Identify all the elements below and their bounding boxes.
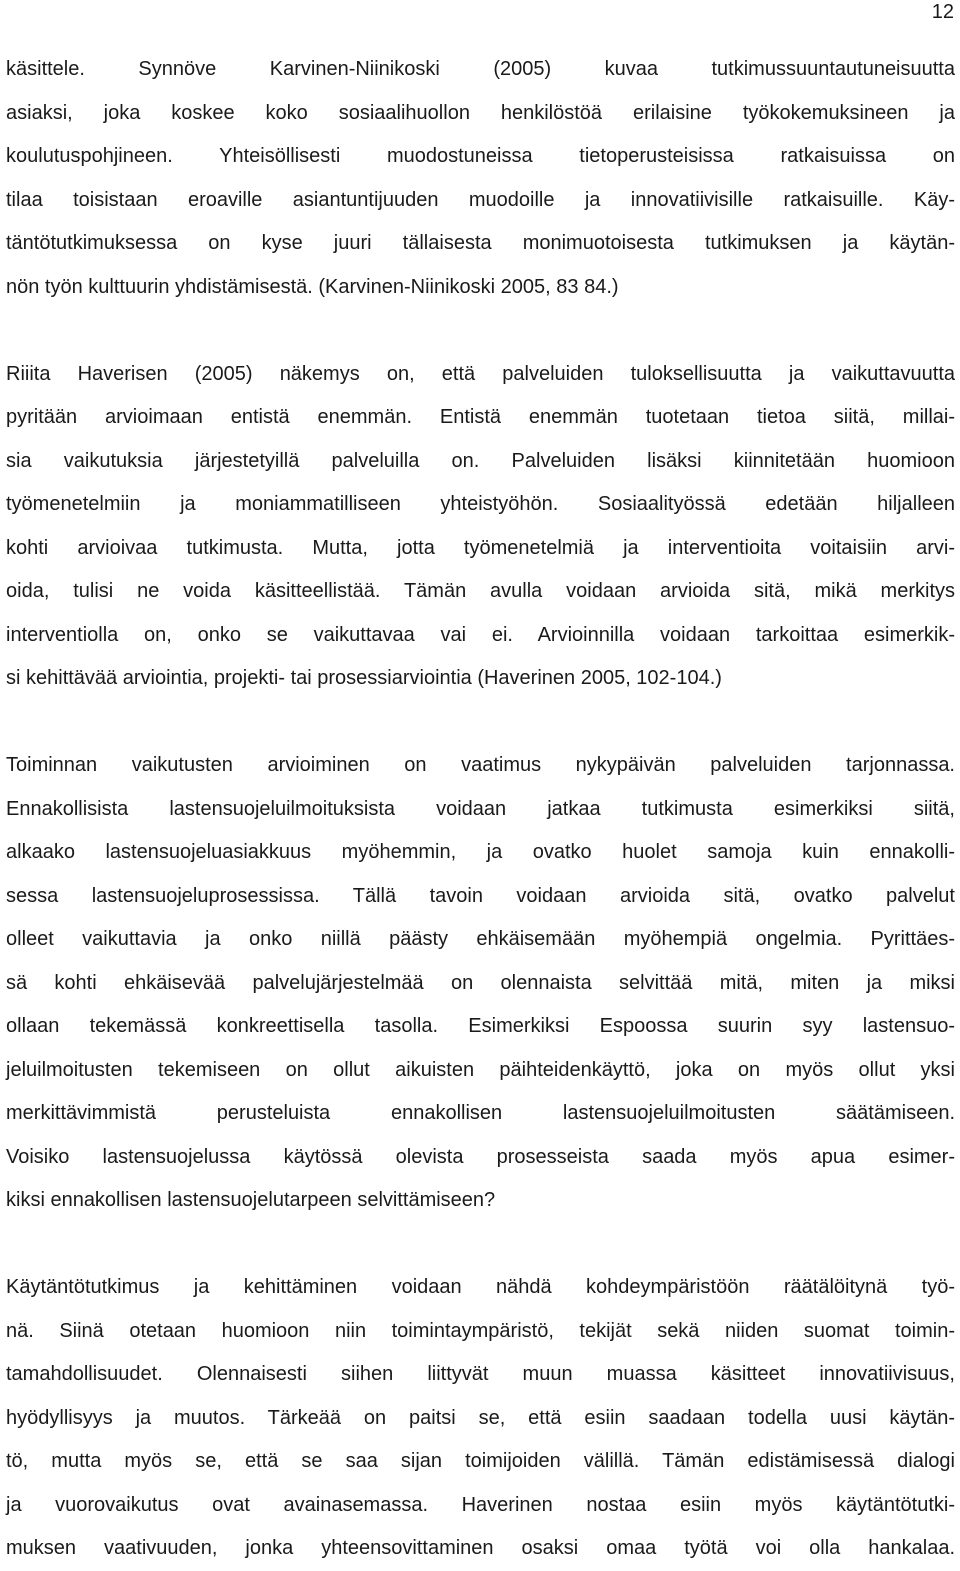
page-number: 12 xyxy=(931,1,954,23)
text-line: sia vaikutuksia järjestetyillä palveluilla on. Palveluiden lisäksi kiinnitetään huomioon xyxy=(6,449,955,472)
text-line: ollaan tekemässä konkreettisella tasolla. Esimerkiksi Espoossa suurin syy lastensuo- xyxy=(6,1015,955,1037)
text-line: merkittävimmistä perusteluista ennakollisen lastensuojeluilmoitusten säätämiseen. xyxy=(6,1102,955,1124)
text-line: kohti arvioivaa tutkimusta. Mutta, jotta työmenetelmiä ja interventioita voitaisiin arvi- xyxy=(6,536,955,559)
text-line: käsittele. Synnöve Karvinen-Niinikoski (2005) kuvaa tutkimussuuntautuneisuutta xyxy=(6,58,955,80)
text-line: jeluilmoitusten tekemiseen on ollut aikuisten päihteidenkäyttö, joka on myös ollut yksi xyxy=(6,1058,955,1081)
paragraph-gap xyxy=(6,1223,955,1267)
text-line: si kehittävää arviointia, projekti- tai prosessiarviointia (Haverinen 2005, 102-104.) xyxy=(6,667,722,689)
text-line: interventiolla on, onko se vaikuttavaa vai ei. Arvioinnilla voidaan tarkoittaa esimerkik- xyxy=(6,623,955,646)
text-line: koulutuspohjineen. Yhteisöllisesti muodostuneissa tietoperusteisissa ratkaisuissa on xyxy=(6,145,955,167)
paragraph-gap xyxy=(6,701,955,745)
text-line: Ennakollisista lastensuojeluilmoituksista voidaan jatkaa tutkimusta esimerkiksi siitä, xyxy=(6,797,955,820)
text-line: sä kohti ehkäisevää palvelujärjestelmää on olennaista selvittää mitä, miten ja miksi xyxy=(6,971,955,994)
paragraph-4 xyxy=(6,1266,955,1571)
paragraph-3 xyxy=(6,744,955,1223)
text-line: Toiminnan vaikutusten arvioiminen on vaatimus nykypäivän palveluiden tarjonnassa. xyxy=(6,754,955,776)
text-line: olleet vaikuttavia ja onko niillä päästy ehkäisemään myöhempiä ongelmia. Pyrittäes- xyxy=(6,928,955,950)
text-line: nön työn kulttuurin yhdistämisestä. (Karvinen-Niinikoski 2005, 83 84.) xyxy=(6,275,619,298)
text-line: Voisiko lastensuojelussa käytössä olevista prosesseista saada myös apua esimer- xyxy=(6,1145,955,1168)
text-line: Riiita Haverisen (2005) näkemys on, että palveluiden tuloksellisuutta ja vaikuttavuutta xyxy=(6,362,955,385)
text-line: asiaksi, joka koskee koko sosiaalihuollon henkilöstöä erilaisine työkokemuksineen ja xyxy=(6,101,955,124)
text-line: työmenetelmiin ja moniammatilliseen yhteistyöhön. Sosiaalityössä edetään hiljalleen xyxy=(6,493,955,515)
text-line: pyritään arvioimaan entistä enemmän. Entistä enemmän tuotetaan tietoa siitä, millai- xyxy=(6,406,955,428)
text-line: Käytäntötutkimus ja kehittäminen voidaan nähdä kohdeympäristöön räätälöitynä työ- xyxy=(6,1276,955,1298)
text-line: ja vuorovaikutus ovat avainasemassa. Haverinen nostaa esiin myös käytäntötutki- xyxy=(6,1493,955,1516)
paragraph-1 xyxy=(6,48,955,309)
text-line: sessa lastensuojeluprosessissa. Tällä tavoin voidaan arvioida sitä, ovatko palvelut xyxy=(6,884,955,907)
text-line: tamahdollisuudet. Olennaisesti siihen liittyvät muun muassa käsitteet innovatiivisuus, xyxy=(6,1363,955,1385)
paragraph-2 xyxy=(6,353,955,701)
text-line: kiksi ennakollisen lastensuojelutarpeen selvittämiseen? xyxy=(6,1189,496,1211)
text-line: muksen vaativuuden, jonka yhteensovittaminen osaksi omaa työtä voi olla hankalaa. xyxy=(6,1537,955,1559)
text-line: täntötutkimuksessa on kyse juuri tällaisesta monimuotoisesta tutkimuksen ja käytän- xyxy=(6,232,955,254)
text-line: tilaa toisistaan eroaville asiantuntijuuden muodoille ja innovatiivisille ratkaisuille. Käy- xyxy=(6,188,955,211)
paragraph-gap xyxy=(6,309,955,353)
text-line: nä. Siinä otetaan huomioon niin toimintaympäristö, tekijät sekä niiden suomat toimin- xyxy=(6,1319,955,1342)
text-line: alkaako lastensuojeluasiakkuus myöhemmin, ja ovatko huolet samoja kuin ennakolli- xyxy=(6,841,955,863)
text-line: oida, tulisi ne voida käsitteellistää. Tämän avulla voidaan arvioida sitä, mikä merkitys xyxy=(6,580,955,602)
text-line: hyödyllisyys ja muutos. Tärkeää on paitsi se, että esiin saadaan todella uusi käytän- xyxy=(6,1406,955,1429)
text-line: tö, mutta myös se, että se saa sijan toimijoiden välillä. Tämän edistämisessä dialogi xyxy=(6,1450,955,1472)
page-body xyxy=(6,48,955,1571)
